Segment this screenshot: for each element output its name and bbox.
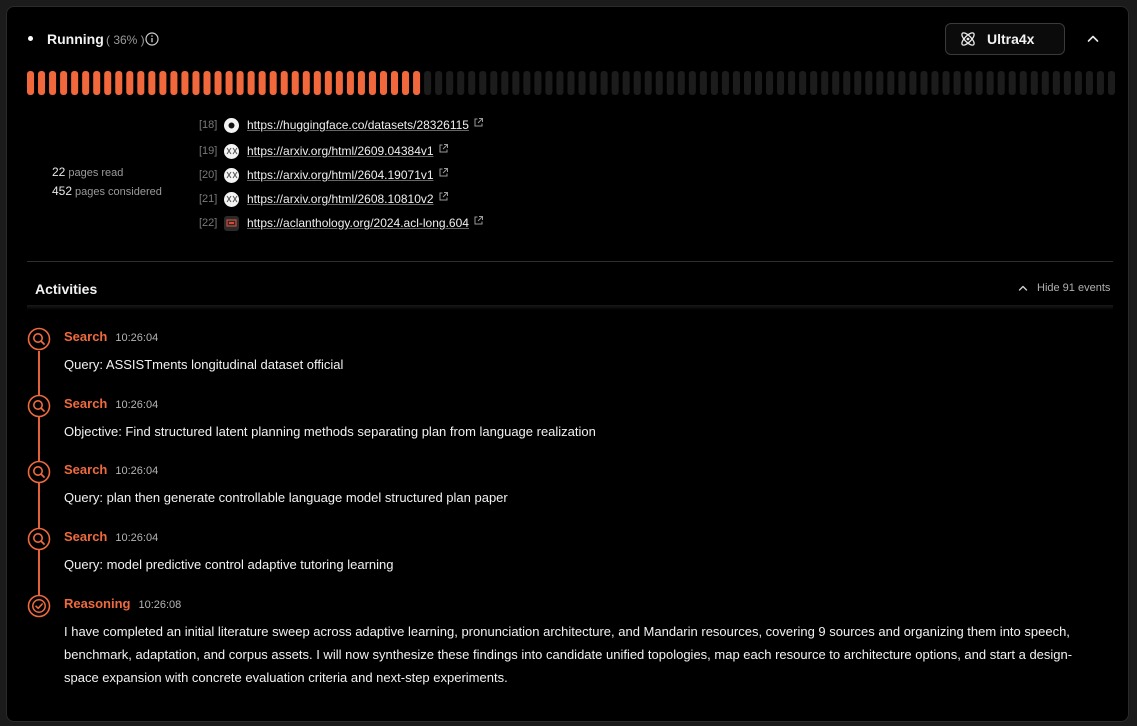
progress-segment-empty <box>457 71 464 95</box>
search-icon <box>27 527 51 551</box>
progress-segment-empty <box>545 71 552 95</box>
progress-segment-empty <box>700 71 707 95</box>
source-index: [20] <box>199 169 218 181</box>
search-icon <box>27 394 51 418</box>
progress-segment-empty <box>909 71 916 95</box>
source-item <box>199 115 484 135</box>
source-link[interactable]: https://arxiv.org/html/2604.19071v1 <box>247 168 434 182</box>
progress-segment-empty <box>976 71 983 95</box>
progress-segment-empty <box>556 71 563 95</box>
progress-segment-filled <box>148 71 155 95</box>
progress-segment-empty <box>998 71 1005 95</box>
progress-segment-filled <box>237 71 244 95</box>
event-text: I have completed an initial literature sweep across adaptive learning, pronunciation architecture, and Mandarin resources, covering 9 sources and organizing them into speech, benchmark, adaptation, and corpus assets. I will now synthesize these findings into candidate unified topologies, map each resource to architecture options, and start a design-space expansion with concrete evaluation criteria and next-step experiments. <box>64 624 1073 685</box>
source-item <box>199 213 484 233</box>
progress-segment-empty <box>931 71 938 95</box>
model-selector-button[interactable] <box>945 23 1065 55</box>
external-link-icon[interactable] <box>438 191 449 202</box>
progress-segment-filled <box>115 71 122 95</box>
source-index: [22] <box>199 217 218 229</box>
source-link[interactable]: https://huggingface.co/datasets/28326115 <box>247 118 469 132</box>
progress-segment-empty <box>446 71 453 95</box>
progress-segment-empty <box>601 71 608 95</box>
status-percentage: ( 36% ) <box>106 33 145 47</box>
progress-segment-empty <box>645 71 652 95</box>
search-icon <box>27 460 51 484</box>
event-text: Query: ASSISTments longitudinal dataset official <box>64 357 344 372</box>
progress-segment-filled <box>226 71 233 95</box>
event-header <box>64 329 158 344</box>
progress-segment-empty <box>512 71 519 95</box>
hide-events-label: Hide 91 events <box>1037 282 1111 294</box>
progress-segment-filled <box>325 71 332 95</box>
event-type: Search <box>64 462 108 477</box>
external-link-icon[interactable] <box>438 167 449 178</box>
progress-segment-filled <box>27 71 34 95</box>
progress-segment-empty <box>755 71 762 95</box>
progress-segment-empty <box>898 71 905 95</box>
pages-considered-label: pages considered <box>75 186 162 198</box>
progress-segment-empty <box>501 71 508 95</box>
progress-segment-filled <box>391 71 398 95</box>
progress-segment-empty <box>435 71 442 95</box>
status-label: Running <box>47 31 104 47</box>
source-index: [18] <box>199 119 218 131</box>
progress-segment-filled <box>281 71 288 95</box>
progress-segment-empty <box>1086 71 1093 95</box>
external-link-icon[interactable] <box>473 117 484 128</box>
progress-segment-empty <box>821 71 828 95</box>
progress-segment-empty <box>590 71 597 95</box>
progress-segment-empty <box>468 71 475 95</box>
progress-segment-empty <box>711 71 718 95</box>
progress-segment-empty <box>1009 71 1016 95</box>
progress-segment-filled <box>336 71 343 95</box>
source-stats <box>52 163 162 201</box>
progress-segment-filled <box>402 71 409 95</box>
acl-icon <box>224 216 239 231</box>
progress-segment-filled <box>192 71 199 95</box>
progress-segment-filled <box>137 71 144 95</box>
check-circle-icon <box>27 594 51 618</box>
atom-icon <box>959 30 977 48</box>
progress-segment-empty <box>612 71 619 95</box>
event-time: 10:26:04 <box>115 399 159 411</box>
progress-segment-empty <box>634 71 641 95</box>
event-header <box>64 396 158 411</box>
progress-segment-empty <box>920 71 927 95</box>
progress-segment-empty <box>656 71 663 95</box>
event-type: Search <box>64 529 108 544</box>
progress-bar <box>27 71 1115 95</box>
progress-segment-filled <box>215 71 222 95</box>
progress-segment-empty <box>567 71 574 95</box>
progress-segment-filled <box>104 71 111 95</box>
pages-read-count: 22 <box>52 165 66 179</box>
progress-segment-filled <box>60 71 67 95</box>
progress-segment-empty <box>744 71 751 95</box>
progress-segment-empty <box>1075 71 1082 95</box>
event-header <box>64 596 181 611</box>
progress-segment-empty <box>523 71 530 95</box>
status-dot <box>28 36 33 41</box>
progress-segment-filled <box>314 71 321 95</box>
pages-read-label: pages read <box>68 167 124 179</box>
progress-segment-empty <box>1053 71 1060 95</box>
progress-segment-filled <box>358 71 365 95</box>
source-link[interactable]: https://arxiv.org/html/2608.10810v2 <box>247 192 434 206</box>
hide-events-button[interactable] <box>1017 282 1110 294</box>
progress-segment-empty <box>424 71 431 95</box>
progress-segment-empty <box>534 71 541 95</box>
chevron-up-icon <box>1017 282 1029 294</box>
progress-segment-empty <box>777 71 784 95</box>
progress-segment-filled <box>38 71 45 95</box>
event-text: Objective: Find structured latent planning methods separating plan from language realization <box>64 424 596 439</box>
source-index: [21] <box>199 193 218 205</box>
event-text: Query: plan then generate controllable language model structured plan paper <box>64 490 508 505</box>
progress-segment-empty <box>876 71 883 95</box>
progress-segment-empty <box>667 71 674 95</box>
progress-segment-empty <box>623 71 630 95</box>
source-item <box>199 189 449 209</box>
activities-title: Activities <box>35 281 98 297</box>
event-time: 10:26:04 <box>115 465 159 477</box>
progress-segment-empty <box>943 71 950 95</box>
progress-segment-empty <box>810 71 817 95</box>
progress-segment-empty <box>865 71 872 95</box>
source-link[interactable]: https://aclanthology.org/2024.acl-long.604 <box>247 216 469 230</box>
progress-segment-empty <box>1020 71 1027 95</box>
external-link-icon[interactable] <box>438 143 449 154</box>
event-type: Reasoning <box>64 596 131 611</box>
progress-segment-empty <box>1042 71 1049 95</box>
event-type: Search <box>64 329 108 344</box>
header <box>7 7 1128 67</box>
progress-segment-empty <box>788 71 795 95</box>
pages-read-stat <box>52 163 162 182</box>
search-icon <box>27 327 51 351</box>
progress-segment-filled <box>270 71 277 95</box>
progress-segment-filled <box>159 71 166 95</box>
progress-segment-empty <box>843 71 850 95</box>
progress-segment-empty <box>479 71 486 95</box>
progress-segment-filled <box>71 71 78 95</box>
progress-segment-filled <box>181 71 188 95</box>
progress-segment-filled <box>49 71 56 95</box>
research-panel <box>6 6 1129 722</box>
progress-segment-empty <box>766 71 773 95</box>
progress-segment-filled <box>292 71 299 95</box>
progress-segment-empty <box>954 71 961 95</box>
progress-segment-empty <box>1108 71 1115 95</box>
progress-segment-empty <box>689 71 696 95</box>
progress-segment-empty <box>678 71 685 95</box>
progress-segment-empty <box>799 71 806 95</box>
progress-segment-empty <box>1097 71 1104 95</box>
pages-considered-stat <box>52 182 162 201</box>
event-type: Search <box>64 396 108 411</box>
progress-segment-empty <box>854 71 861 95</box>
model-label: Ultra4x <box>987 31 1035 47</box>
site-icon <box>224 118 239 133</box>
source-index: [19] <box>199 145 218 157</box>
progress-segment-filled <box>369 71 376 95</box>
section-divider <box>27 261 1113 262</box>
event-time: 10:26:08 <box>138 599 182 611</box>
source-link[interactable]: https://arxiv.org/html/2609.04384v1 <box>247 144 434 158</box>
progress-segment-empty <box>733 71 740 95</box>
source-item <box>199 141 449 161</box>
progress-segment-empty <box>579 71 586 95</box>
sources-section <box>7 107 1128 257</box>
event-header <box>64 529 158 544</box>
progress-segment-filled <box>82 71 89 95</box>
event-time: 10:26:04 <box>115 532 159 544</box>
progress-segment-filled <box>93 71 100 95</box>
progress-segment-filled <box>413 71 420 95</box>
progress-segment-empty <box>832 71 839 95</box>
activities-header-shadow <box>27 305 1113 310</box>
progress-segment-empty <box>887 71 894 95</box>
pages-considered-count: 452 <box>52 184 73 198</box>
arxiv-icon <box>224 168 239 183</box>
progress-segment-filled <box>259 71 266 95</box>
progress-segment-empty <box>722 71 729 95</box>
info-icon[interactable] <box>145 32 159 46</box>
external-link-icon[interactable] <box>473 215 484 226</box>
progress-segment-filled <box>170 71 177 95</box>
progress-segment-empty <box>1031 71 1038 95</box>
event-header <box>64 462 158 477</box>
progress-segment-filled <box>347 71 354 95</box>
progress-segment-empty <box>987 71 994 95</box>
arxiv-icon <box>224 192 239 207</box>
progress-segment-filled <box>303 71 310 95</box>
progress-segment-filled <box>380 71 387 95</box>
progress-segment-empty <box>965 71 972 95</box>
event-text: Query: model predictive control adaptive tutoring learning <box>64 557 394 572</box>
progress-segment-empty <box>1064 71 1071 95</box>
progress-segment-filled <box>126 71 133 95</box>
source-item <box>199 165 449 185</box>
progress-segment-empty <box>490 71 497 95</box>
arxiv-icon <box>224 144 239 159</box>
progress-segment-filled <box>203 71 210 95</box>
chevron-up-icon[interactable] <box>1085 31 1101 47</box>
event-time: 10:26:04 <box>115 332 159 344</box>
progress-segment-filled <box>248 71 255 95</box>
